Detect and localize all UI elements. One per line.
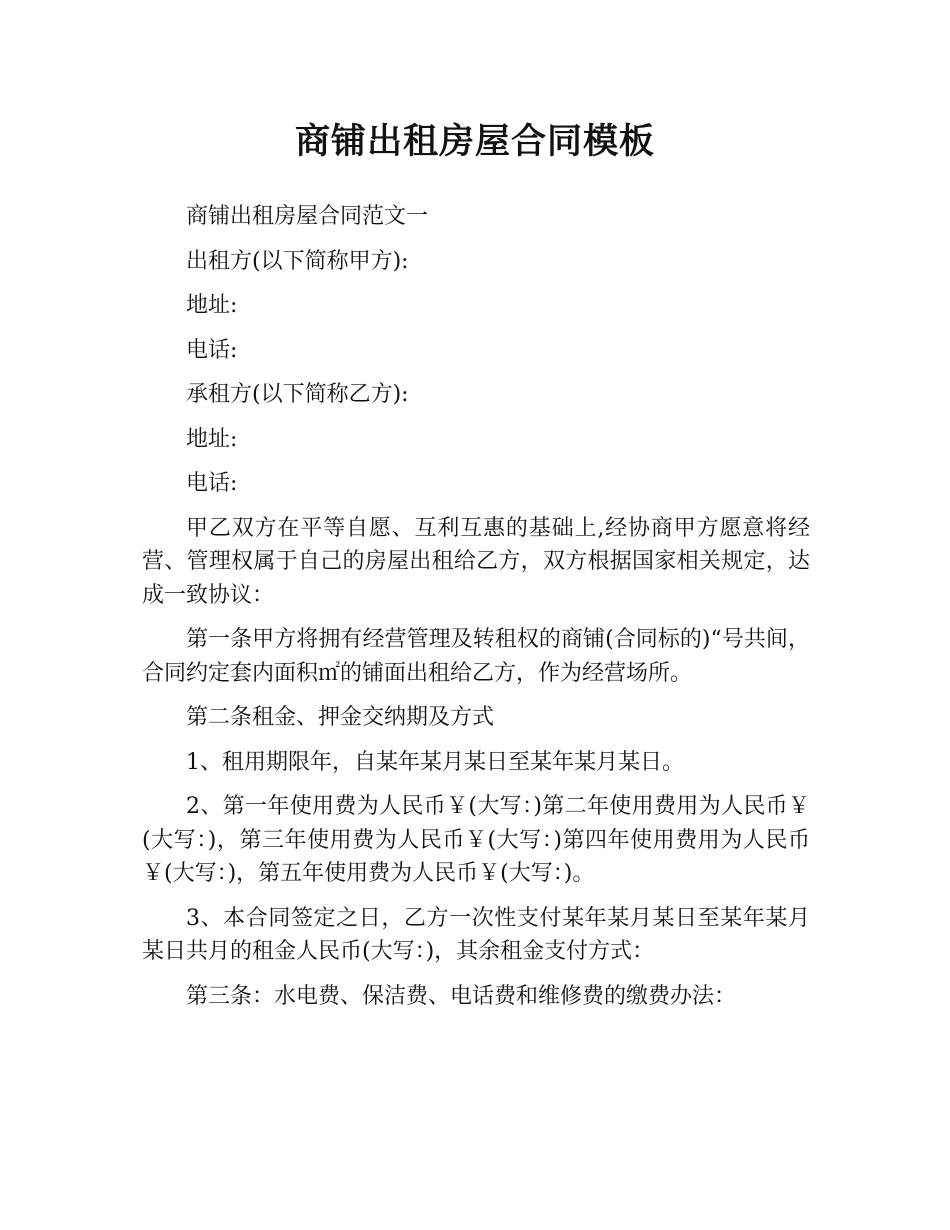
document-title: 商铺出租房屋合同模板 bbox=[294, 122, 655, 162]
paragraph-article-2-item-1: 1、租用期限年，自某年某月某日至某年某月某日。 bbox=[186, 749, 684, 775]
paragraph-template-heading: 商铺出租房屋合同范文一 bbox=[186, 204, 429, 229]
paragraph-article-2-item-2: 2、第一年使用费为人民币￥(大写：)第二年使用费用为人民币￥(大写：)，第三年使用费为人民币￥(大写：)第四年使用费用为人民币￥(大写：)，第五年使用费为人民币￥(大写：)。 bbox=[142, 794, 810, 886]
paragraph-article-2-heading: 第二条租金、押金交纳期及方式 bbox=[186, 705, 495, 730]
paragraph-lessor-phone: 电话: bbox=[186, 337, 238, 363]
paragraph-article-2-item-3: 3、本合同签定之日，乙方一次性支付某年某月某日至某年某月某日共月的租金人民币(大写：)，其余租金支付方式： bbox=[142, 905, 810, 964]
paragraph-article-3-heading: 第三条：水电费、保洁费、电话费和维修费的缴费办法： bbox=[186, 983, 737, 1009]
paragraph-lessee-label: 承租方(以下简称乙方): bbox=[186, 382, 409, 407]
paragraph-lessee-address: 地址: bbox=[186, 426, 238, 452]
document-body bbox=[142, 200, 810, 1024]
paragraph-lessor-label: 出租方(以下简称甲方): bbox=[186, 248, 409, 274]
paragraph-lessor-address: 地址: bbox=[186, 293, 238, 318]
paragraph-lessee-phone: 电话: bbox=[186, 471, 238, 496]
paragraph-article-1: 第一条甲方将拥有经营管理及转租权的商铺(合同标的)“号共间，合同约定套内面积㎡的铺面出租给乙方，作为经营场所。 bbox=[142, 627, 810, 686]
paragraph-preamble: 甲乙双方在平等自愿、互利互惠的基础上,经协商甲方愿意将经营、管理权属于自己的房屋出租给乙方，双方根据国家相关规定，达成一致协议： bbox=[142, 515, 810, 608]
